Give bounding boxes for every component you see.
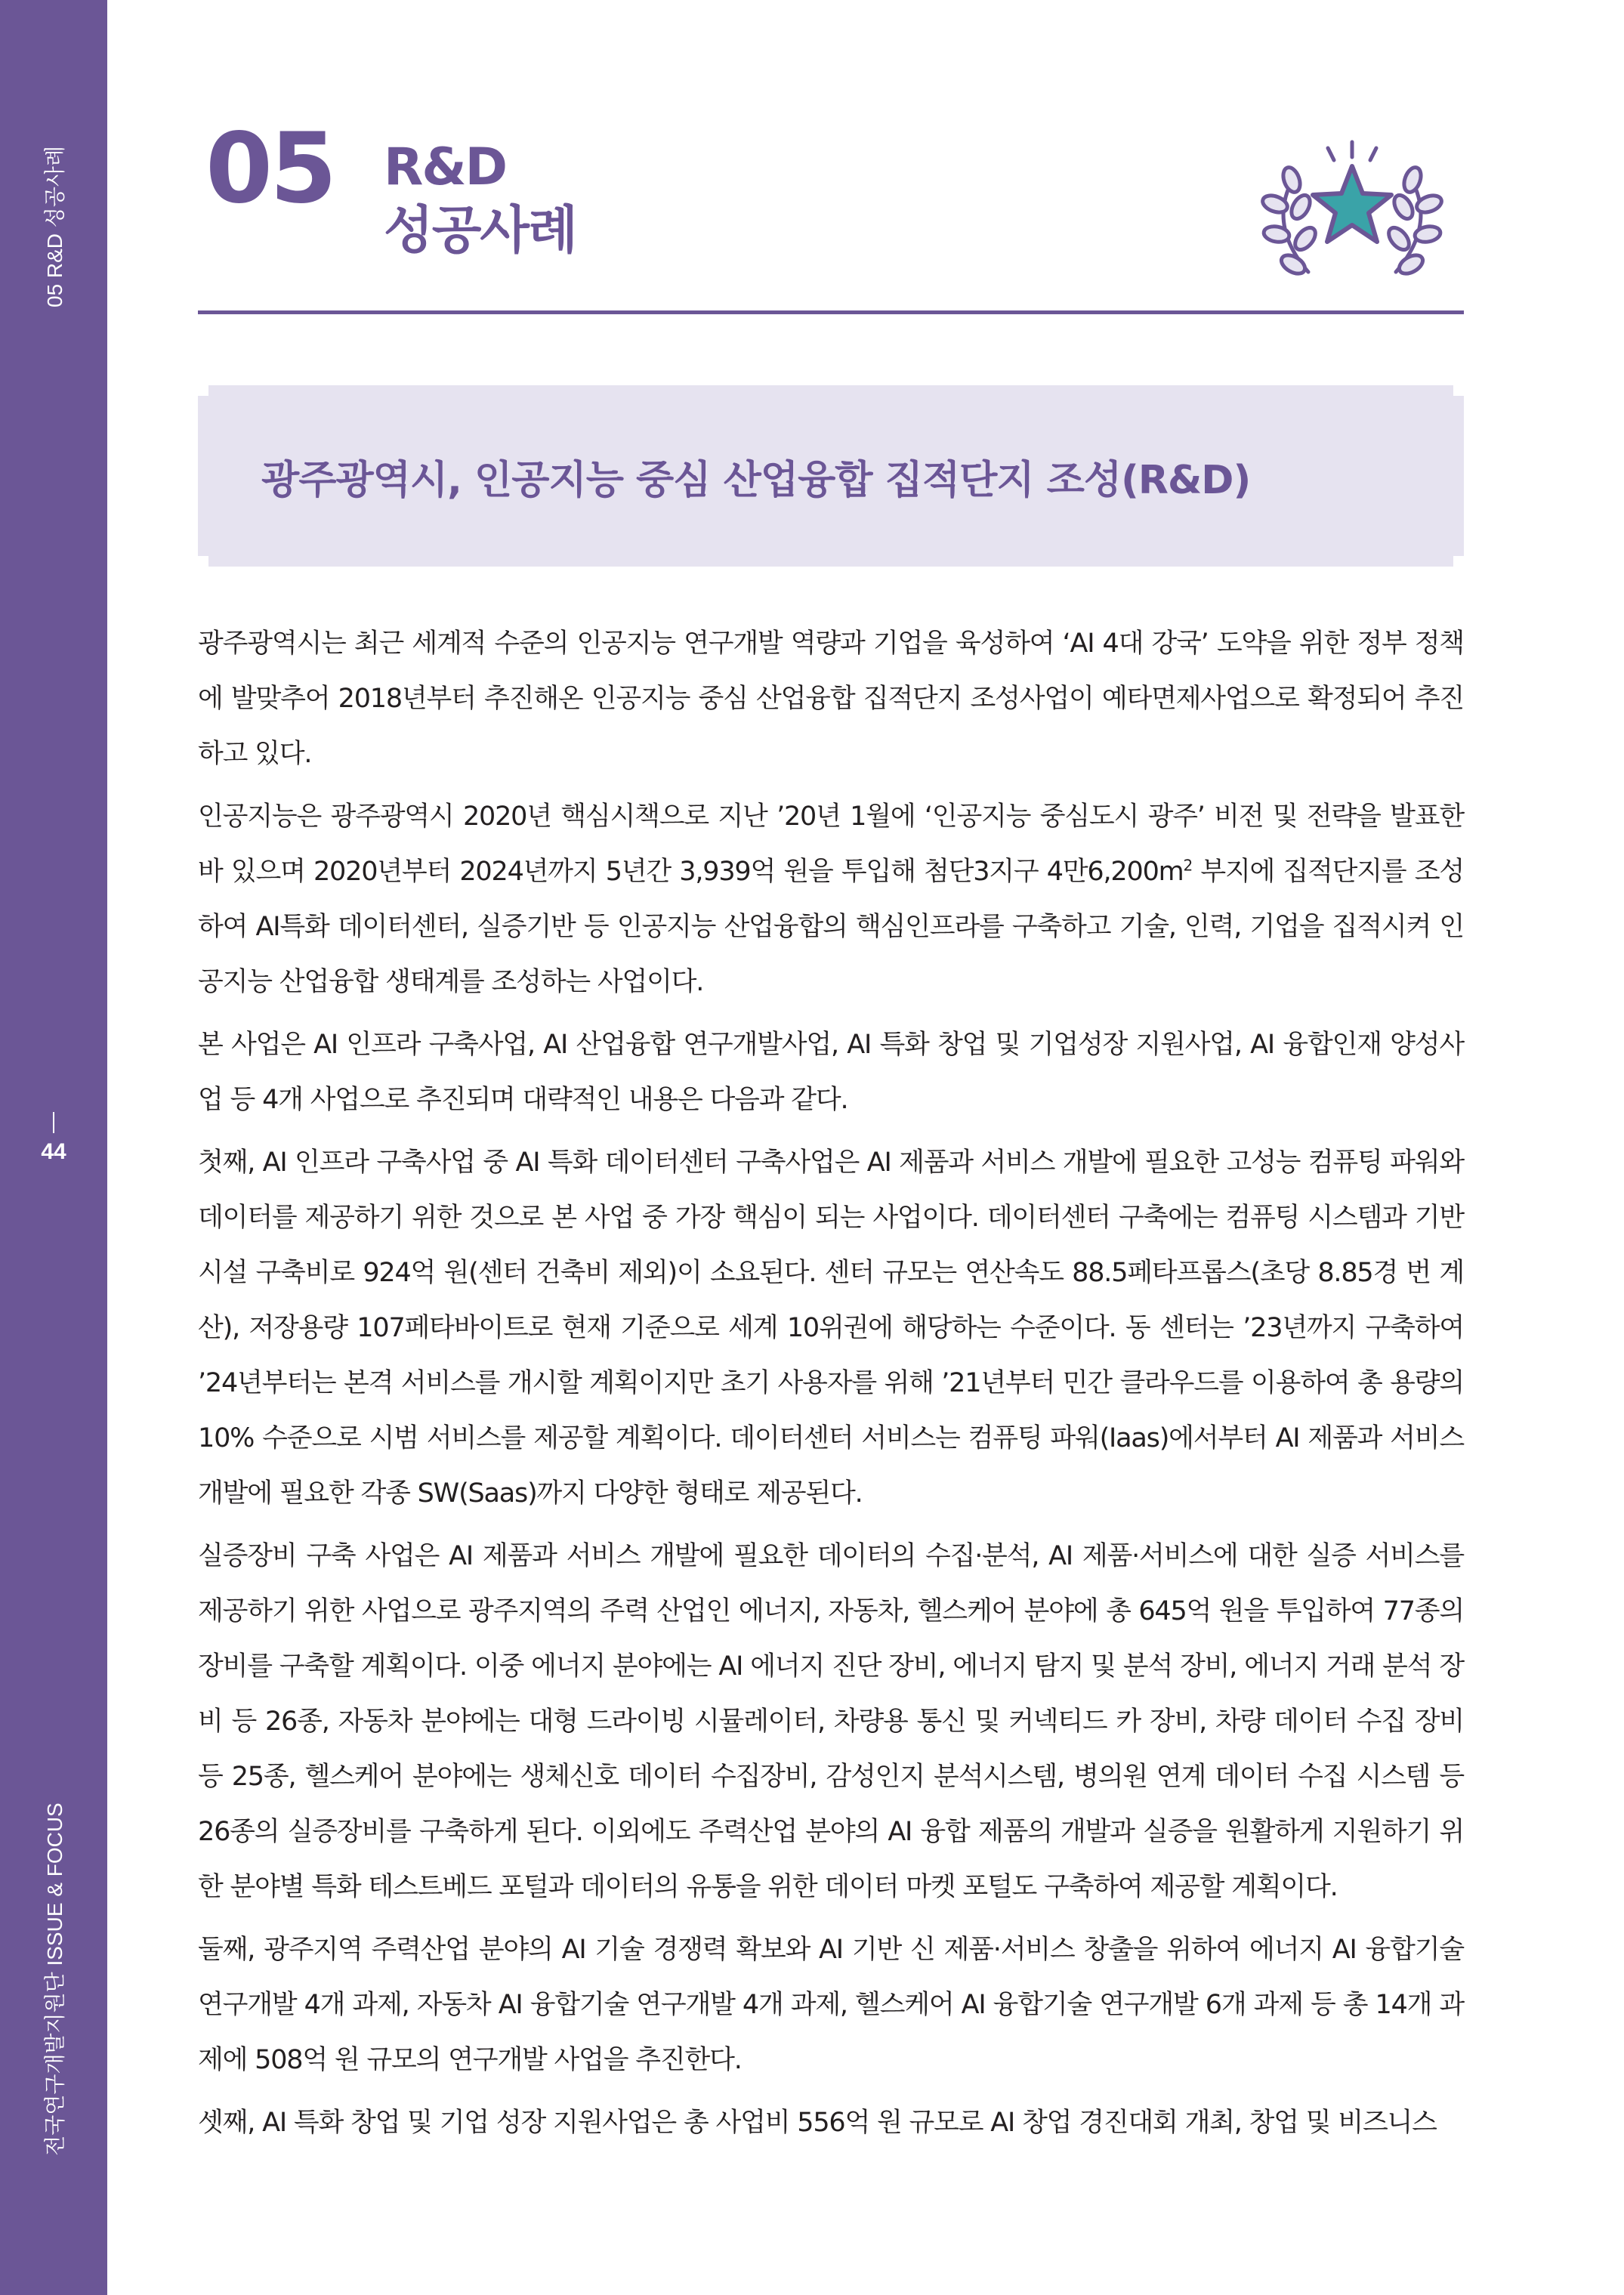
publication-title: 전국연구개발지원단 ISSUE & FOCUS [43,1802,66,2156]
chapter-number: 05 [205,113,335,225]
sidebar [0,0,107,2295]
chapter-title-line2: 성공사례 [384,201,576,261]
box-corner [1453,385,1464,396]
paragraph: 실증장비 구축 사업은 AI 제품과 서비스 개발에 필요한 데이터의 수집·분석, AI 제품·서비스에 대한 실증 서비스를 제공하기 위한 사업으로 광주지역의 주력 산업인 에너지, 자동차, 헬스케어 분야에 총 645억 원을 투입하여 77종의 장비를 구축할 계획이다. 이중 에너지 분야에는 AI 에너지 진단 장비, 에너지 탐지 및 분석 장비, 에너지 거래 분석 장비 등 26종, 자동차 분야에는 대형 드라이빙 시뮬레이터, 차량용 통신 및 커넥티드 카 장비, 차량 데이터 수집 장비 등 25종, 헬스케어 분야에는 생체신호 데이터 수집장비, 감성인지 분석시스템, 병의원 연계 데이터 수집 시스템 등 26종의 실증장비를 구축하게 된다. 이외에도 주력산업 분야의 AI 융합 제품의 개발과 실증을 원활하게 지원하기 위한 분야별 특화 테스트베드 포털과 데이터의 유통을 위한 데이터 마켓 포털도 구축하여 제공할 계획이다. [198,1541,1464,1902]
paragraph: 인공지능은 광주광역시 2020년 핵심시책으로 지난 ’20년 1월에 ‘인공지능 중심도시 광주’ 비전 및 전략을 발표한 바 있으며 2020년부터 2024년까지 5년간 3,939억 원을 투입해 첨단3지구 4만$6,200m^2$ 부지에 집적단지를 조성하여 AI특화 데이터센터, 실증기반 등 인공지능 산업융합의 핵심인프라를 구축하고 기술, 인력, 기업을 집적시켜 인공지능 산업융합 생태계를 조성하는 사업이다. [198,802,1464,997]
chapter-title [384,136,576,263]
paragraph: 광주광역시는 최근 세계적 수준의 인공지능 연구개발 역량과 기업을 육성하여 ‘AI 4대 강국’ 도약을 위한 정부 정책에 발맞추어 2018년부터 추진해온 인공지능 중심 산업융합 집적단지 조성사업이 예타면제사업으로 확정되어 추진하고 있다. [198,629,1464,769]
paragraph: 첫째, AI 인프라 구축사업 중 AI 특화 데이터센터 구축사업은 AI 제품과 서비스 개발에 필요한 고성능 컴퓨팅 파워와 데이터를 제공하기 위한 것으로 본 사업 중 가장 핵심이 되는 사업이다. 데이터센터 구축에는 컴퓨팅 시스템과 기반시설 구축비로 924억 원(센터 건축비 제외)이 소요된다. 센터 규모는 연산속도 88.5페타프롭스(초당 8.85경 번 계산), 저장용량 107페타바이트로 현재 기준으로 세계 10위권에 해당하는 수준이다. 동 센터는 ’23년까지 구축하여 ’24년부터는 본격 서비스를 개시할 계획이지만 초기 사용자를 위해 ’21년부터 민간 클라우드를 이용하여 총 용량의 10% 수준으로 시범 서비스를 제공할 계획이다. 데이터센터 서비스는 컴퓨팅 파워(Iaas)에서부터 AI 제품과 서비스 개발에 필요한 각종 SW(Saas)까지 다양한 형태로 제공된다. [198,1148,1464,1509]
article-body [198,616,1464,2158]
paragraph: 둘째, 광주지역 주력산업 분야의 AI 기술 경쟁력 확보와 AI 기반 신 제품·서비스 창출을 위하여 에너지 AI 융합기술 연구개발 4개 과제, 자동차 AI 융합기술 연구개발 4개 과제, 헬스케어 AI 융합기술 연구개발 6개 과제 등 총 14개 과제에 508억 원 규모의 연구개발 사업을 추진한다. [198,1935,1464,2075]
box-corner [1453,556,1464,567]
star-laurel-icon [1239,128,1465,295]
header-rule [198,310,1464,314]
page-number: 44 [41,1139,66,1164]
box-corner [198,385,208,396]
paragraph: 셋째, AI 특화 창업 및 기업 성장 지원사업은 총 사업비 556억 원 규모로 AI 창업 경진대회 개최, 창업 및 비즈니스 [198,2108,1437,2138]
box-corner [198,556,208,567]
section-label: 05 R&D 성공사례 [43,145,66,308]
chapter-title-line1: R&D [384,137,507,197]
page-divider [53,1112,54,1133]
subheading: 광주광역시, 인공지능 중심 산업융합 집적단지 조성(R&D) [261,457,1251,503]
subheading-box [198,385,1464,567]
paragraph: 본 사업은 AI 인프라 구축사업, AI 산업융합 연구개발사업, AI 특화 창업 및 기업성장 지원사업, AI 융합인재 양성사업 등 4개 사업으로 추진되며 대략적인 내용은 다음과 같다. [198,1030,1464,1115]
